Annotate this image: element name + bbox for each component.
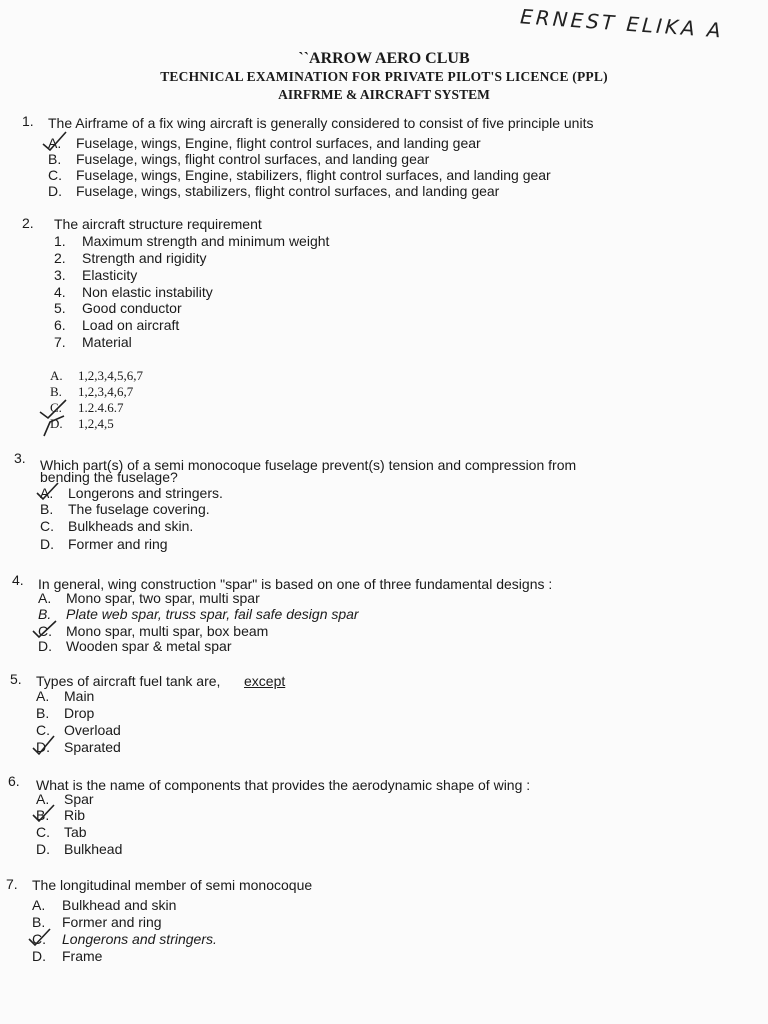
option-text: Tab [64, 824, 87, 840]
option-text: Bulkhead [64, 841, 123, 857]
option-letter: C. [36, 722, 50, 738]
question-number: 7. [6, 876, 18, 892]
question-number: 3. [14, 450, 26, 466]
checkmark-icon [30, 734, 58, 756]
option-text: 1,2,3,4,5,6,7 [78, 368, 143, 383]
option-letter: B. [38, 606, 52, 622]
question-number: 6. [8, 773, 20, 789]
option-text: Sparated [64, 739, 121, 755]
option-text: Former and ring [62, 914, 162, 930]
option-text: Fuselage, wings, Engine, stabilizers, flight control surfaces, and landing gear [76, 167, 551, 183]
option-text: Rib [64, 807, 86, 823]
option-text: Fuselage, wings, stabilizers, flight control surfaces, and landing gear [76, 183, 500, 199]
checkmark-icon [40, 130, 70, 152]
item-number: 2. [54, 250, 66, 266]
option-letter: D. [36, 739, 50, 755]
question-text: What is the name of components that provides the aerodynamic shape of wing : [36, 777, 531, 793]
option-text: Fuselage, wings, Engine, flight control surfaces, and landing gear [76, 135, 481, 151]
option-text: The fuselage covering. [68, 501, 210, 517]
item-number: 3. [54, 267, 66, 283]
option-text: Plate web spar, truss spar, fail safe design spar [66, 606, 359, 622]
option-text: Frame [62, 948, 103, 964]
question-number: 1. [22, 113, 34, 129]
checkmark-icon [26, 927, 54, 947]
option-letter: D. [40, 536, 54, 552]
question-emphasis: except [244, 673, 286, 689]
option-letter: D. [36, 841, 50, 857]
option-letter: B. [50, 384, 62, 399]
option-text: Wooden spar & metal spar [66, 638, 232, 654]
question-text: Which part(s) of a semi monocoque fuselage prevent(s) tension and compression from [40, 457, 577, 473]
option-text: Drop [64, 705, 95, 721]
question-text: The aircraft structure requirement [54, 216, 262, 232]
option-letter: B. [40, 501, 54, 517]
question-text: In general, wing construction "spar" is based on one of three fundamental designs : [38, 576, 553, 592]
option-letter: C. [36, 824, 50, 840]
option-letter: C. [50, 400, 62, 415]
option-letter: B. [36, 807, 50, 823]
item-text: Good conductor [82, 300, 182, 316]
option-letter: D. [38, 638, 52, 654]
item-number: 6. [54, 317, 66, 333]
item-text: Material [82, 334, 132, 350]
option-text: Overload [64, 722, 121, 738]
item-text: Strength and rigidity [82, 250, 207, 266]
section-title: AIRFRME & AIRCRAFT SYSTEM [278, 87, 490, 102]
item-text: Maximum strength and minimum weight [82, 233, 330, 249]
option-text: Longerons and stringers. [62, 931, 217, 947]
question-number: 2. [22, 215, 34, 231]
option-text: Longerons and stringers. [68, 485, 223, 501]
option-text: Fuselage, wings, flight control surfaces, and landing gear [76, 151, 430, 167]
option-letter: C. [40, 518, 54, 534]
option-letter: D. [50, 416, 63, 431]
checkmark-icon [36, 396, 70, 440]
item-text: Load on aircraft [82, 317, 180, 333]
option-letter: C. [32, 931, 46, 947]
item-text: Non elastic instability [82, 284, 213, 300]
item-number: 5. [54, 300, 66, 316]
item-text: Elasticity [82, 267, 138, 283]
question-number: 4. [12, 572, 24, 588]
option-text: 1,2,4,5 [78, 416, 114, 431]
item-number: 7. [54, 334, 66, 350]
option-letter: A. [48, 135, 62, 151]
option-letter: B. [36, 705, 50, 721]
checkmark-icon [30, 619, 60, 639]
item-number: 1. [54, 233, 66, 249]
question-number: 5. [10, 671, 22, 687]
option-text: Mono spar, two spar, multi spar [66, 590, 260, 606]
checkmark-icon [34, 481, 62, 501]
question-text: The Airframe of a fix wing aircraft is generally considered to consist of five principle units [48, 115, 594, 131]
option-letter: D. [32, 948, 46, 964]
option-letter: B. [48, 151, 62, 167]
option-text: 1.2.4.6.7 [78, 400, 124, 415]
question-text: The longitudinal member of semi monocoque [32, 877, 313, 893]
exam-subtitle: TECHNICAL EXAMINATION FOR PRIVATE PILOT'S LICENCE (PPL) [160, 69, 608, 84]
option-letter: A. [50, 368, 63, 383]
option-text: Mono spar, multi spar, box beam [66, 623, 269, 639]
option-text: Bulkheads and skin. [68, 518, 194, 534]
option-text: 1,2,3,4,6,7 [78, 384, 134, 399]
option-letter: A. [40, 485, 54, 501]
option-text: Spar [64, 791, 94, 807]
option-text: Main [64, 688, 95, 704]
option-letter: D. [48, 183, 62, 199]
club-title: ``ARROW AERO CLUB [298, 50, 470, 67]
option-letter: B. [32, 914, 46, 930]
item-number: 4. [54, 284, 66, 300]
option-letter: C. [48, 167, 62, 183]
question-text-continued: bending the fuselage? [40, 469, 178, 485]
option-letter: C. [38, 623, 52, 639]
checkmark-icon [30, 803, 58, 823]
option-letter: A. [36, 688, 50, 704]
option-letter: A. [38, 590, 52, 606]
option-text: Former and ring [68, 536, 168, 552]
option-text: Bulkhead and skin [62, 897, 177, 913]
handwritten-name: ERNEST ELIKA A [519, 4, 725, 43]
option-letter: A. [36, 791, 50, 807]
question-text: Types of aircraft fuel tank are, [36, 673, 221, 689]
option-letter: A. [32, 897, 46, 913]
